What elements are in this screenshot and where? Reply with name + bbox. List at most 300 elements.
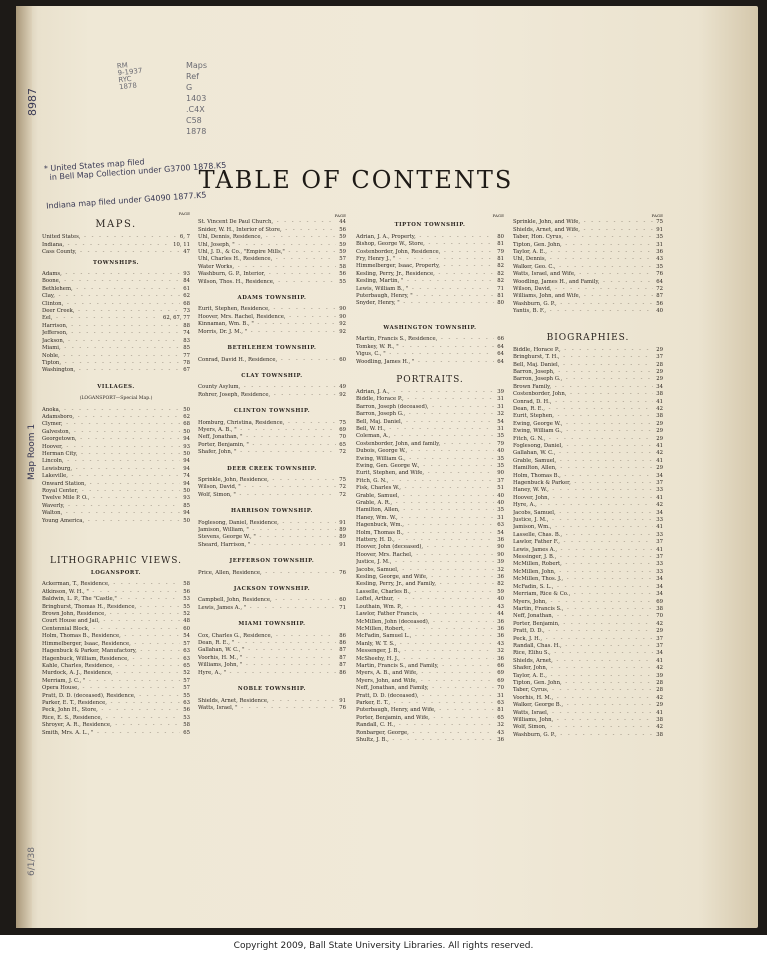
entry-name: Myers, John, and Wife, - - - <box>356 678 494 685</box>
entry-page-number: 34 <box>656 650 663 657</box>
entry-page-number: 35 <box>497 462 504 469</box>
contents-entry <box>356 641 504 648</box>
contents-entry <box>356 344 504 351</box>
entry-name: Justice, J. M., - - - <box>356 559 494 566</box>
entry-page-number: 71 <box>339 604 346 611</box>
entry-name: Shroyer, A. R., Residence, - - - <box>42 722 180 729</box>
entry-page-number: 36 <box>497 537 504 544</box>
entry-name: Hagenbuck & Parker, Manufactory, - - - <box>42 648 180 655</box>
contents-entry <box>513 665 663 672</box>
entry-page-number: 31 <box>497 425 504 432</box>
contents-entry <box>356 678 504 685</box>
entry-page-number: 65 <box>497 714 504 721</box>
contents-entry <box>356 463 504 470</box>
entry-name: Twelve Mile P. O., - - - <box>42 495 180 502</box>
entry-page-number: 75 <box>339 476 346 483</box>
entry-page-number: 62 <box>183 413 190 420</box>
entry-page-number: 72 <box>339 484 346 491</box>
entry-page-number: 36 <box>497 633 504 640</box>
entry-page-number: 44 <box>497 611 504 618</box>
contents-entry <box>42 458 190 465</box>
entry-name: St. Vincent De Paul Church, - - - <box>198 219 336 226</box>
entry-page-number: 33 <box>656 517 663 524</box>
entry-page-number: 32 <box>497 566 504 573</box>
entry-page-number: 79 <box>497 440 504 447</box>
entry-name: Peck, John H., Store, - - - <box>42 707 180 714</box>
contents-entry <box>198 520 346 527</box>
maps-list <box>42 234 190 256</box>
entry-name: Costenborder, John, - - - <box>513 391 653 398</box>
entry-name: Shields, Arnet, Residence, - - - <box>198 698 336 705</box>
contents-entry <box>513 413 663 420</box>
entry-name: Justice, J. M., - - - <box>513 517 653 524</box>
contents-entry <box>42 301 190 308</box>
contents-entry <box>513 399 663 406</box>
entry-name: Bringhurst, T. H., - - - <box>513 354 653 361</box>
contents-entry <box>513 487 663 494</box>
entry-name: Taber, Cyrus, - - - <box>513 687 653 694</box>
entry-page-number: 54 <box>497 529 504 536</box>
section-heading-washington-township: WASHINGTON TOWNSHIP. <box>383 324 477 331</box>
contents-entry <box>513 264 663 271</box>
entry-page-number: 36 <box>497 574 504 581</box>
entry-page-number: 93 <box>183 443 190 450</box>
entry-name: Smith, Mrs. A. L., " - - - <box>42 730 180 737</box>
contents-entry <box>513 687 663 694</box>
contents-entry <box>198 527 346 534</box>
handwritten-stamp-note: RM 9-1937 RYC 1878 <box>116 61 143 92</box>
entry-page-number: 59 <box>339 234 346 241</box>
entry-page-number: 69 <box>497 677 504 684</box>
entry-page-number: 87 <box>339 647 346 654</box>
contents-entry <box>198 655 346 662</box>
entry-page-number: 91 <box>656 226 663 233</box>
entry-page-number: 92 <box>339 321 346 328</box>
contents-entry <box>42 278 190 285</box>
contents-entry <box>513 717 663 724</box>
entry-name: Tomkey, W. R., " - - - <box>356 344 494 351</box>
entry-name: Dean, R. E., " - - - <box>198 640 336 647</box>
contents-entry <box>198 420 346 427</box>
contents-entry <box>356 300 504 307</box>
entry-name: Waverly, - - - <box>42 503 180 510</box>
contents-entry <box>513 636 663 643</box>
contents-entry <box>42 648 190 655</box>
entry-name: Shields, Arnet, and Wife, - - - <box>513 227 653 234</box>
section-heading-bethlehem-township: BETHLEHEM TOWNSHIP. <box>227 345 317 352</box>
entry-page-number: 87 <box>339 662 346 669</box>
entry-name: Jefferson, - - - <box>42 330 180 337</box>
entry-name: Taylor, A. E., - - - <box>513 249 653 256</box>
entry-name: Centennial Block, - - - <box>42 626 180 633</box>
entry-page-number: 76 <box>656 271 663 278</box>
entry-page-number: 10, 11 <box>173 241 190 248</box>
contents-entry <box>42 510 190 517</box>
deer-creek-township-list <box>198 477 346 499</box>
entry-page-number: 38 <box>656 413 663 420</box>
contents-entry <box>356 567 504 574</box>
entry-page-number: 64 <box>497 358 504 365</box>
contents-column-1 <box>42 210 190 737</box>
contents-entry <box>356 411 504 418</box>
contents-entry <box>356 271 504 278</box>
entry-name: Holm, Thomas B., - - - <box>513 473 653 480</box>
entry-page-number: 68 <box>183 421 190 428</box>
contents-column-2 <box>198 212 346 712</box>
entry-page-number: 72 <box>339 449 346 456</box>
contents-entry <box>42 495 190 502</box>
contents-entry <box>513 510 663 517</box>
contents-entry <box>513 695 663 702</box>
entry-page-number: 87 <box>339 654 346 661</box>
entry-page-number: 40 <box>656 308 663 315</box>
section-heading-clinton-township: CLINTON TOWNSHIP. <box>233 408 311 415</box>
contents-entry <box>356 441 504 448</box>
entry-page-number: 43 <box>656 256 663 263</box>
contents-entry <box>356 507 504 514</box>
entry-page-number: 29 <box>656 465 663 472</box>
entry-name: Tipton, Gen. John, - - - <box>513 242 653 249</box>
contents-entry <box>356 581 504 588</box>
entry-name: Lewis, James A., - - - <box>513 547 653 554</box>
entry-name: Manly, W. T. S., - - - <box>356 641 494 648</box>
entry-name: Jackson, - - - <box>42 338 180 345</box>
entry-page-number: 86 <box>339 669 346 676</box>
entry-name: Adamsboro, - - - <box>42 414 180 421</box>
entry-name: Lewis, William B., " - - - <box>356 286 494 293</box>
entry-page-number: 57 <box>183 685 190 692</box>
contents-entry <box>356 426 504 433</box>
handwritten-note-us-map: * United States map filed in Bell Map Collection under G3700 1878.K5 <box>43 157 227 183</box>
entry-name: McMillen, Robert, - - - <box>356 626 494 633</box>
entry-page-number: 38 <box>656 731 663 738</box>
entry-page-number: 6, 7 <box>179 234 190 241</box>
entry-page-number: 74 <box>183 330 190 337</box>
contents-entry <box>356 493 504 500</box>
entry-page-number: 68 <box>183 300 190 307</box>
entry-name: Porter, Benjamin, - - - <box>513 621 653 628</box>
contents-entry <box>513 308 663 315</box>
contents-entry <box>42 715 190 722</box>
contents-entry <box>513 256 663 263</box>
entry-name: Ewing, William G., - - - <box>356 456 494 463</box>
contents-entry <box>513 227 663 234</box>
entry-page-number: 66 <box>497 336 504 343</box>
contents-entry <box>513 710 663 717</box>
entry-name: Ewing, George W., - - - <box>513 421 653 428</box>
miami-township-list <box>198 633 346 677</box>
entry-page-number: 57 <box>183 677 190 684</box>
contents-entry <box>513 376 663 383</box>
entry-page-number: 70 <box>497 685 504 692</box>
contents-entry <box>42 700 190 707</box>
entry-page-number: 92 <box>339 328 346 335</box>
entry-page-number: 64 <box>656 278 663 285</box>
entry-page-number: 55 <box>183 603 190 610</box>
contents-entry <box>42 581 190 588</box>
contents-entry <box>513 680 663 687</box>
entry-page-number: 42 <box>656 450 663 457</box>
entry-page-number: 37 <box>656 635 663 642</box>
washington-township-list <box>356 336 504 366</box>
section-heading-jefferson-township: JEFFERSON TOWNSHIP. <box>229 558 315 565</box>
entry-page-number: 91 <box>339 519 346 526</box>
entry-page-number: 60 <box>339 356 346 363</box>
entry-name: Hoover, John (deceased), - - - <box>356 544 494 551</box>
entry-page-number: 60 <box>183 625 190 632</box>
contents-entry <box>513 517 663 524</box>
contents-entry <box>356 670 504 677</box>
entry-name: Bell, W. H., - - - <box>356 426 494 433</box>
entry-name: Grable, Samuel, - - - <box>356 493 494 500</box>
contents-entry <box>513 443 663 450</box>
entry-name: Hamilton, Allen, - - - <box>356 507 494 514</box>
entry-name: Herman City, - - - <box>42 451 180 458</box>
entry-name: Georgetown, - - - <box>42 436 180 443</box>
entry-page-number: 50 <box>183 488 190 494</box>
entry-page-number: 58 <box>183 581 190 588</box>
entry-name: Holm, Thomas B., Residence, - - - <box>42 633 180 640</box>
contents-entry <box>513 436 663 443</box>
entry-page-number: 38 <box>656 391 663 398</box>
contents-entry <box>198 219 346 226</box>
entry-page-number: 59 <box>497 588 504 595</box>
entry-page-number: 61 <box>183 285 190 292</box>
entry-name: Watts, Israel, " - - - <box>198 705 336 712</box>
contents-entry <box>42 503 190 510</box>
contents-entry <box>42 323 190 330</box>
contents-entry <box>356 500 504 507</box>
entry-name: Williams, John, and Wife, - - - <box>513 293 653 300</box>
entry-page-number: 28 <box>656 361 663 368</box>
entry-name: Porter, Benjamin, and Wife, - - - <box>356 715 494 722</box>
entry-page-number: 76 <box>339 704 346 711</box>
contents-entry <box>356 263 504 270</box>
entry-page-number: 54 <box>497 418 504 425</box>
contents-entry <box>513 279 663 286</box>
contents-entry <box>356 559 504 566</box>
contents-entry <box>513 658 663 665</box>
entry-name: Shultz, J. B., - - - <box>356 737 494 744</box>
contents-entry <box>513 650 663 657</box>
entry-page-number: 67 <box>183 367 190 374</box>
contents-entry <box>356 604 504 611</box>
entry-page-number: 29 <box>656 368 663 375</box>
contents-entry <box>513 547 663 554</box>
entry-page-number: 35 <box>497 433 504 440</box>
contents-entry <box>513 406 663 413</box>
entry-page-number: 80 <box>497 300 504 307</box>
entry-name: Clay, - - - <box>42 293 180 300</box>
contents-entry <box>198 314 346 321</box>
contents-entry <box>42 330 190 337</box>
entry-name: Opera House, - - - <box>42 685 180 692</box>
entry-page-number: 79 <box>497 248 504 255</box>
contents-entry <box>42 234 190 241</box>
entry-page-number: 75 <box>656 219 663 226</box>
entry-page-number: 72 <box>656 286 663 293</box>
entry-name: Hoover, - - - <box>42 444 180 451</box>
contents-entry <box>513 465 663 472</box>
entry-name: Williams, John, " - - - <box>198 662 336 669</box>
entry-page-number: 59 <box>339 241 346 248</box>
contents-entry <box>198 427 346 434</box>
contents-entry <box>198 534 346 541</box>
contents-entry <box>42 633 190 640</box>
contents-entry <box>42 626 190 633</box>
contents-entry <box>42 367 190 374</box>
entry-name: Shafer, John, - - - <box>513 665 653 672</box>
logansport-views-continued-list <box>198 219 346 286</box>
section-heading-villages: VILLAGES. <box>97 383 135 390</box>
contents-entry <box>513 495 663 502</box>
entry-page-number: 31 <box>497 396 504 403</box>
entry-page-number: 34 <box>656 509 663 516</box>
section-heading-adams-township: ADAMS TOWNSHIP. <box>237 295 307 302</box>
contents-entry <box>356 537 504 544</box>
entry-name: Bringhurst, Thomas H., Residence, - - - <box>42 604 180 611</box>
entry-name: Porter, Benjamin, " - - - <box>198 442 336 449</box>
contents-entry <box>356 478 504 485</box>
entry-page-number: 56 <box>339 271 346 278</box>
entry-name: Hoover, Mrs. Rachel, - - - <box>356 552 494 559</box>
page-column-label: PAGE <box>178 211 190 216</box>
contents-entry <box>513 524 663 531</box>
entry-name: Coleman, A., - - - <box>356 433 494 440</box>
entry-name: County Asylum, - - - <box>198 384 336 391</box>
contents-entry <box>42 315 190 322</box>
entry-name: Barron, Joseph (deceased), - - - <box>356 404 494 411</box>
entry-name: Randall, Chas. H., - - - <box>513 643 653 650</box>
contents-entry <box>356 448 504 455</box>
entry-page-number: 31 <box>497 403 504 410</box>
entry-page-number: 29 <box>656 628 663 635</box>
entry-page-number: 70 <box>656 613 663 620</box>
entry-name: Gallahan, W. C., " - - - <box>198 647 336 654</box>
entry-page-number: 57 <box>339 256 346 263</box>
entry-page-number: 50 <box>183 428 190 435</box>
entry-name: Sheard, Harrison, " - - - <box>198 542 336 549</box>
contents-entry <box>356 234 504 241</box>
section-heading-portraits: PORTRAITS. <box>396 374 464 385</box>
entry-page-number: 91 <box>339 541 346 548</box>
entry-page-number: 58 <box>183 722 190 729</box>
entry-name: Himmelberger, Isaac, Residence, - - - <box>42 641 180 648</box>
entry-page-number: 34 <box>656 591 663 598</box>
contents-entry <box>42 308 190 315</box>
entry-name: Stevens, George W., " - - - <box>198 534 336 541</box>
contents-entry <box>356 730 504 737</box>
contents-entry <box>513 561 663 568</box>
entry-name: Jacobs, Samuel, - - - <box>356 567 494 574</box>
clinton-township-list <box>198 420 346 457</box>
entry-name: Neff, Jonathan, and Family, - - - <box>356 685 494 692</box>
entry-page-number: 48 <box>183 618 190 625</box>
contents-entry <box>42 685 190 692</box>
entry-name: Atkinson, W. H., " - - - <box>42 589 180 596</box>
entry-page-number: 43 <box>497 729 504 736</box>
contents-entry <box>356 336 504 343</box>
entry-page-number: 29 <box>656 428 663 435</box>
entry-name: Pratt, D. D. (deceased), - - - <box>356 693 494 700</box>
contents-entry <box>356 693 504 700</box>
bethlehem-township-list <box>198 357 346 364</box>
entry-page-number: 33 <box>656 561 663 568</box>
entry-name: Kesling, Perry, Jr., and Family, - - - <box>356 581 494 588</box>
portraits-continued-list <box>513 219 663 315</box>
contents-entry <box>42 473 190 480</box>
contents-entry <box>198 321 346 328</box>
entry-name: Conrad, David H., Residence, - - - <box>198 357 336 364</box>
entry-name: Neff, Jonathan, " - - - <box>198 434 336 441</box>
handwritten-call-number: Maps Ref G 1403 .C4X C58 1878 <box>186 61 208 136</box>
entry-page-number: 90 <box>497 544 504 551</box>
contents-entry <box>198 597 346 604</box>
entry-name: Murdock, A. J., Residence, - - - <box>42 670 180 677</box>
entry-page-number: 81 <box>497 256 504 263</box>
entry-page-number: 42 <box>656 502 663 509</box>
logansport-list <box>42 581 190 737</box>
entry-page-number: 82 <box>497 263 504 270</box>
entry-name: Martin, Francis S., - - - <box>513 606 653 613</box>
entry-page-number: 39 <box>497 388 504 395</box>
contents-entry <box>513 591 663 598</box>
entry-name: United States, - - - <box>42 234 177 241</box>
entry-name: Barron, Joseph, - - - <box>513 369 653 376</box>
contents-entry <box>42 618 190 625</box>
entry-name: Peck, J. H., - - - <box>513 636 653 643</box>
entry-name: Costenborder, John, Residence, - - - <box>356 249 494 256</box>
entry-page-number: 36 <box>497 655 504 662</box>
entry-page-number: 92 <box>339 391 346 398</box>
contents-column-3 <box>356 212 504 744</box>
contents-entry <box>198 249 346 256</box>
entry-page-number: 57 <box>183 640 190 647</box>
entry-name: Biddle, Horace P., - - - <box>513 347 653 354</box>
entry-page-number: 50 <box>183 517 190 524</box>
entry-page-number: 82 <box>497 581 504 588</box>
entry-page-number: 84 <box>183 278 190 285</box>
entry-name: Fisk, Charles W., - - - <box>356 485 494 492</box>
entry-page-number: 35 <box>497 507 504 514</box>
entry-name: Brown Family, - - - <box>513 384 653 391</box>
entry-page-number: 29 <box>656 376 663 383</box>
contents-entry <box>356 552 504 559</box>
entry-name: Fitch, G. N., - - - <box>356 478 494 485</box>
entry-name: Kinnaman, Wm. B., " - - - <box>198 321 336 328</box>
entry-page-number: 29 <box>656 702 663 709</box>
entry-name: Ewing, Gen. George W., - - - <box>356 463 494 470</box>
entry-page-number: 34 <box>656 383 663 390</box>
entry-page-number: 33 <box>656 531 663 538</box>
entry-name: Sprinkle, John, and Wife, - - - <box>513 219 653 226</box>
entry-name: Merriam, J. C., " - - - <box>42 678 180 685</box>
villages-subheading: (LOGANSPORT—Special Map.) <box>79 396 153 402</box>
entry-page-number: 43 <box>497 603 504 610</box>
contents-entry <box>42 596 190 603</box>
contents-entry <box>198 434 346 441</box>
entry-page-number: 77 <box>183 352 190 359</box>
entry-name: Morris, Dr. J. M., " - - - <box>198 329 336 336</box>
section-heading-maps: MAPS. <box>95 219 137 231</box>
entry-page-number: 70 <box>339 434 346 441</box>
contents-entry <box>513 286 663 293</box>
contents-entry <box>356 574 504 581</box>
entry-name: Williams, John, - - - <box>513 717 653 724</box>
entry-name: Harrison, - - - <box>42 323 180 330</box>
entry-name: Puterbaugh, Henry, " - - - <box>356 293 494 300</box>
contents-entry <box>356 685 504 692</box>
